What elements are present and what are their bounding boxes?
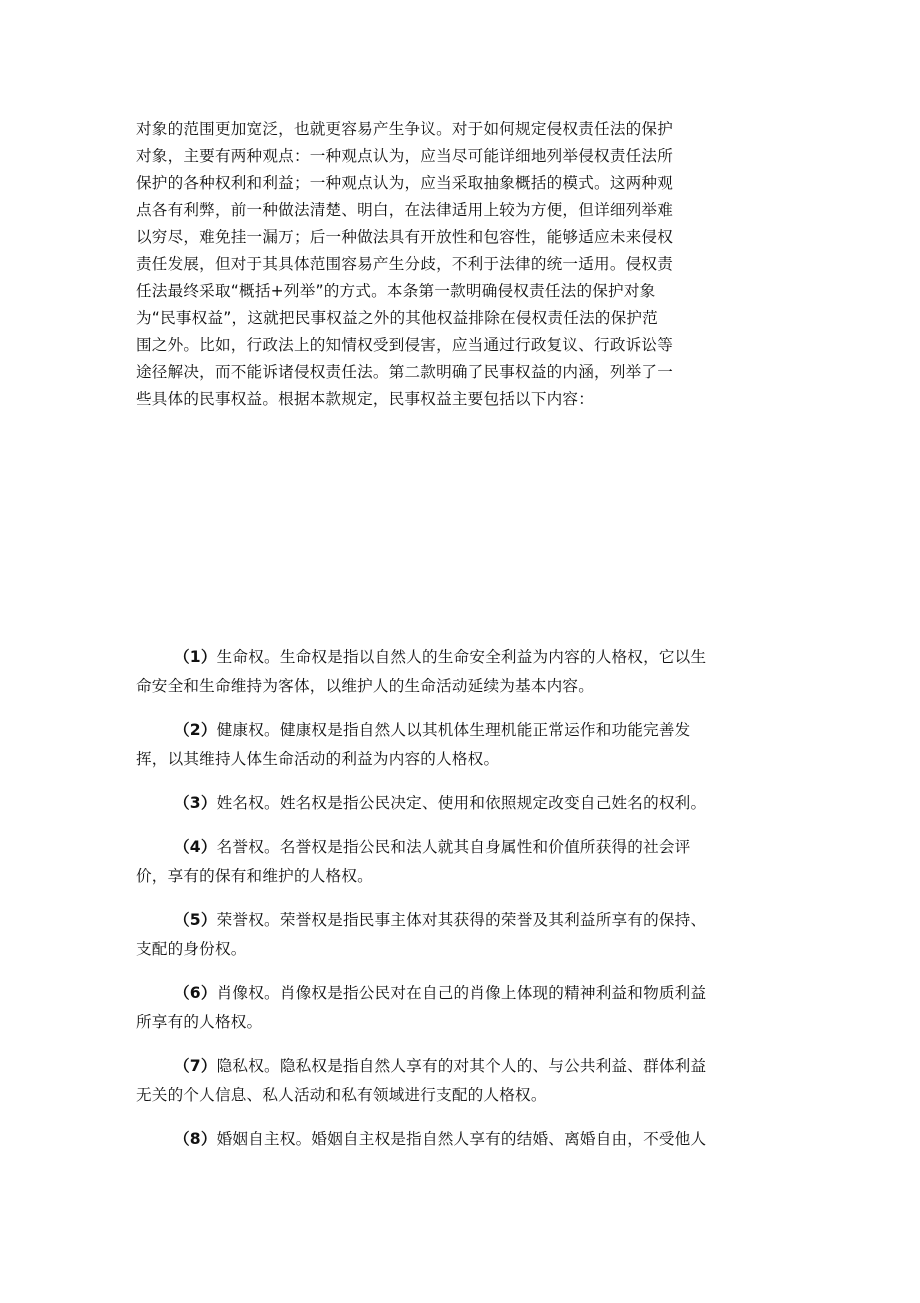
- item-number: （3）: [174, 794, 217, 812]
- list-item-health-right: [136, 716, 756, 774]
- item-text: 命安全和生命维持为客体，以维护人的生命活动延续为基本内容。: [136, 677, 595, 695]
- item-text: 所享有的人格权。: [136, 1013, 263, 1031]
- intro-paragraph: [136, 116, 736, 413]
- list-item-life-right: [136, 643, 756, 701]
- list-item-name-right: [136, 789, 756, 818]
- list-item-privacy-right: [136, 1052, 756, 1110]
- item-text: 价，享有的保有和维护的人格权。: [136, 867, 373, 885]
- item-number: （6）: [174, 984, 217, 1002]
- intro-line: 途径解决，而不能诉诸侵权责任法。第二款明确了民事权益的内涵，列举了一: [136, 363, 673, 381]
- item-text: 肖像权。肖像权是指公民对在自己的肖像上体现的精神利益和物质利益: [216, 984, 707, 1002]
- item-text: 挥，以其维持人体生命活动的利益为内容的人格权。: [136, 750, 500, 768]
- item-text: 健康权。健康权是指自然人以其机体生理机能正常运作和功能完善发: [216, 721, 691, 739]
- item-number: （8）: [174, 1130, 217, 1148]
- intro-line: 责任发展，但对于其具体范围容易产生分歧，不利于法律的统一适用。侵权责: [136, 255, 673, 273]
- item-number: （7）: [174, 1057, 217, 1075]
- item-number: （1）: [174, 648, 217, 666]
- item-number: （5）: [174, 911, 217, 929]
- rights-list: [136, 643, 756, 1169]
- list-item-portrait-right: [136, 979, 756, 1037]
- list-item-honor-right: [136, 906, 756, 964]
- item-text: 名誉权。名誉权是指公民和法人就其自身属性和价值所获得的社会评: [216, 838, 691, 856]
- item-text: 支配的身份权。: [136, 940, 247, 958]
- item-text: 无关的个人信息、私人活动和私有领域进行支配的人格权。: [136, 1086, 547, 1104]
- list-item-marriage-right: [136, 1125, 756, 1154]
- intro-line: 以穷尽，难免挂一漏万；后一种做法具有开放性和包容性，能够适应未来侵权: [136, 228, 673, 246]
- list-item-reputation-right: [136, 833, 756, 891]
- intro-line: 为“民事权益”，这就把民事权益之外的其他权益排除在侵权责任法的保护范: [136, 309, 658, 327]
- item-text: 生命权。生命权是指以自然人的生命安全利益为内容的人格权，它以生: [216, 648, 707, 666]
- intro-line: 任法最终采取“概括+列举”的方式。本条第一款明确侵权责任法的保护对象: [136, 282, 656, 300]
- item-number: （4）: [174, 838, 217, 856]
- intro-line: 点各有利弊，前一种做法清楚、明白，在法律适用上较为方便，但详细列举难: [136, 201, 673, 219]
- intro-line: 些具体的民事权益。根据本款规定，民事权益主要包括以下内容：: [136, 390, 595, 408]
- item-text: 姓名权。姓名权是指公民决定、使用和依照规定改变自己姓名的权利。: [216, 794, 707, 812]
- item-text: 隐私权。隐私权是指自然人享有的对其个人的、与公共利益、群体利益: [216, 1057, 707, 1075]
- intro-line: 围之外。比如，行政法上的知情权受到侵害，应当通过行政复议、行政诉讼等: [136, 336, 673, 354]
- intro-line: 保护的各种权利和利益；一种观点认为，应当采取抽象概括的模式。这两种观: [136, 174, 673, 192]
- intro-line: 对象的范围更加宽泛，也就更容易产生争议。对于如何规定侵权责任法的保护: [136, 120, 673, 138]
- item-text: 婚姻自主权。婚姻自主权是指自然人享有的结婚、离婚自由，不受他人: [216, 1130, 707, 1148]
- item-number: （2）: [174, 721, 217, 739]
- item-text: 荣誉权。荣誉权是指民事主体对其获得的荣誉及其利益所享有的保持、: [216, 911, 707, 929]
- intro-line: 对象，主要有两种观点：一种观点认为，应当尽可能详细地列举侵权责任法所: [136, 147, 673, 165]
